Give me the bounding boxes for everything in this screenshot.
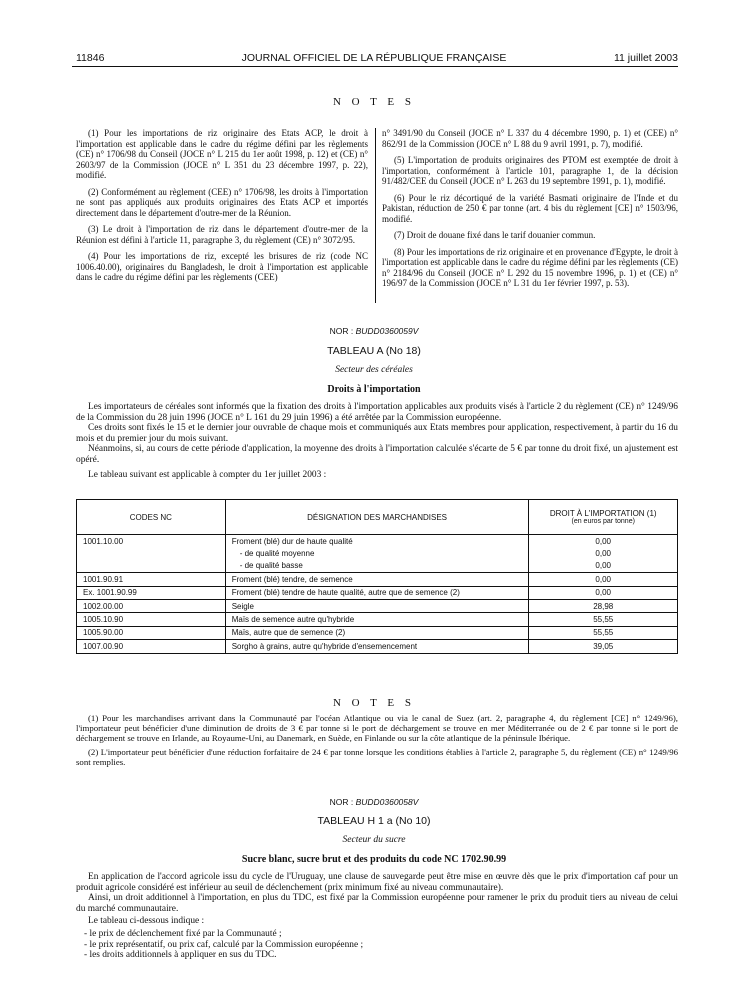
paragraph-2: Ces droits sont fixés le 15 et le dernier jour ouvrable de chaque mois et communiqués aux Etats membres pour application, respectivement, à partir du 16 du mois et du premier jour du mois suivant. — [76, 423, 678, 444]
designation-cell-text: Froment (blé) dur de haute qualité — [231, 536, 353, 546]
droit-cell — [529, 640, 678, 653]
table-row — [77, 599, 678, 612]
droit-cell — [529, 573, 678, 586]
indicator-list — [84, 929, 678, 961]
note-5: (5) L'importation de produits originaires des PTOM est exemptée de droit à l'importation, conformément à l'article 101, paragraphe 1, de la décision 91/482/CEE du Conseil (JOCE n° L 263 du 19 septembre 1991, p. 1), modifié. — [382, 155, 678, 186]
table-header-row — [77, 500, 678, 535]
droit-cell-text: 0,00 — [595, 549, 611, 559]
designation-cell-text: Maïs de semence autre qu'hybride — [231, 615, 355, 625]
code-nc-cell-text: Ex. 1001.90.99 — [83, 588, 137, 598]
table-row — [77, 586, 678, 599]
designation-cell — [225, 573, 529, 586]
designation-cell-text: - de qualité moyenne — [239, 549, 315, 559]
column-divider — [375, 128, 376, 303]
code-nc-cell-text: 1005.90.00 — [83, 628, 124, 638]
notes-middle — [76, 713, 678, 771]
table-row — [77, 560, 678, 573]
note-1: (1) Pour les importations de riz originaire des Etats ACP, le droit à l'importation est applicable dans le cadre du régime défini par les règlements (CE) n° 1706/98 du Conseil (JOCE n° L 215 du 1er août 1998, p. 12) et (CE) n° 2603/97 de la Commission (JOCE n° L 351 du 23 décembre 1997, p. 22), modifié. — [76, 128, 368, 180]
section-heading-sucre: Sucre blanc, sucre brut et des produits du code NC 1702.90.99 — [241, 854, 507, 865]
h-paragraph-3: Le tableau ci-dessous indique : — [88, 916, 205, 927]
section-heading-droits: Droits à l'importation — [327, 384, 421, 395]
header-droit — [529, 500, 678, 535]
journal-title: JOURNAL OFFICIEL DE LA RÉPUBLIQUE FRANÇAISE — [241, 52, 507, 64]
paragraph-4: Le tableau suivant est applicable à compter du 1er juillet 2003 : — [88, 469, 327, 480]
notes-right-column — [382, 128, 678, 295]
code-nc-cell — [77, 547, 226, 559]
code-nc-cell — [77, 599, 226, 612]
note-6: (6) Pour le riz décortiqué de la variété Basmati originaire de l'Inde et du Pakistan, réduction de 250 € par tonne (art. 4 bis du règlement [CE] n° 1503/96, modifié. — [382, 192, 678, 224]
designation-cell-text: Froment (blé) tendre de haute qualité, autre que de semence (2) — [231, 588, 460, 598]
droit-cell-text: 55,55 — [593, 628, 614, 638]
nor-reference-a — [0, 326, 748, 336]
sector-cereales: Secteur des céréales — [335, 365, 413, 375]
designation-cell — [225, 535, 529, 548]
table-row — [77, 613, 678, 626]
note-4: (4) Pour les importations de riz, excepté les brisures de riz (code NC 1006.40.00), originaires du Bangladesh, le droit à l'importation est applicable dans le cadre du régime défini par les règlements (CEE) — [76, 251, 368, 282]
sector-sucre: Secteur du sucre — [342, 835, 406, 845]
designation-cell — [225, 640, 529, 653]
tableau-a-title: TABLEAU A (No 18) — [327, 345, 421, 357]
droit-cell — [529, 560, 678, 573]
note-mid-2: (2) L'importateur peut bénéficier d'une réduction forfaitaire de 24 € par tonne lorsque les conditions établies à l'article 2, paragraphe 5, du règlement (CE) n° 1249/96 sont remplies. — [76, 747, 678, 767]
droit-cell-text: 55,55 — [593, 615, 614, 625]
header-droit-label: DROIT À L'IMPORTATION (1) — [549, 509, 657, 518]
notes-middle-title: N O T E S — [332, 697, 416, 709]
designation-cell — [225, 547, 529, 559]
note-7: (7) Droit de douane fixé dans le tarif douanier commun. — [394, 230, 596, 240]
tableau-h-title: TABLEAU H 1 a (No 10) — [317, 815, 431, 827]
code-nc-cell — [77, 560, 226, 573]
header-codes-nc: CODES NC — [77, 500, 226, 535]
header-droit-unit: (en euros par tonne) — [571, 518, 635, 525]
h-paragraph-2: Ainsi, un droit additionnel à l'importation, en plus du TDC, est fixé par la Commission européenne pour ramener le prix du produit tiers au niveau de celui du marché communautaire. — [76, 893, 678, 914]
droit-cell — [529, 613, 678, 626]
droit-cell-text: 0,00 — [595, 561, 611, 571]
code-nc-cell-text: 1007.00.90 — [83, 641, 124, 651]
nor-code: BUDD0360059V — [355, 326, 419, 336]
code-nc-cell-text: 1005.10.90 — [83, 615, 124, 625]
note-3: (3) Le droit à l'importation de riz dans le département d'outre-mer de la Réunion est défini à l'article 11, paragraphe 3, du règlement (CE) n° 3072/95. — [76, 224, 368, 245]
code-nc-cell — [77, 640, 226, 653]
h-paragraph-1: En application de l'accord agricole issu du cycle de l'Uruguay, une clause de sauvegarde peut être mise en œuvre dès que le prix d'importation caf pour un produit agricole considéré est inférieur au seuil de déclenchement (prix minimum fixé au niveau communautaire). — [76, 872, 678, 893]
designation-cell-text: Sorgho à grains, autre qu'hybride d'ensemencement — [231, 641, 418, 651]
droit-cell — [529, 626, 678, 639]
note-2: (2) Conformément au règlement (CEE) n° 1706/98, les droits à l'importation ne sont pas appliqués aux produits originaires des Etats ACP et importés directement dans le département d'outre-mer de la Réunion. — [76, 186, 368, 218]
table-row — [77, 535, 678, 548]
droit-cell-text: 0,00 — [595, 574, 611, 584]
designation-cell — [225, 560, 529, 573]
note-4-continued: n° 3491/90 du Conseil (JOCE n° L 337 du 4 décembre 1990, p. 1) et (CEE) n° 862/91 de la Commission (JOCE n° L 88 du 9 avril 1991, p. 7), modifié. — [382, 128, 678, 149]
droit-cell-text: 0,00 — [595, 588, 611, 598]
designation-cell-text: Froment (blé) tendre, de semence — [231, 574, 353, 584]
nor-label: NOR : — [329, 326, 354, 336]
notes-title: N O T E S — [332, 96, 416, 108]
table-row — [77, 573, 678, 586]
paragraph-3: Néanmoins, si, au cours de cette période d'application, la moyenne des droits à l'importation calculée s'écarte de 5 € par tonne du droit fixé, un ajustement est opéré. — [76, 444, 678, 465]
designation-cell — [225, 613, 529, 626]
nor-reference-h — [0, 797, 748, 807]
droit-cell-text: 28,98 — [593, 601, 614, 611]
tableau-h-intro — [76, 872, 678, 927]
note-mid-1: (1) Pour les marchandises arrivant dans la Communauté par l'océan Atlantique ou via le canal de Suez (art. 2, paragraphe 4, du règlement [CE] n° 1249/96), l'importateur peut bénéficier d'une diminution de droits de 3 € par tonne si le port de déchargement se trouve en mer Méditerranée ou de 2 € par tonne si le port de déchargement se trouve en Irlande, au Royaume-Uni, au Danemark, en Suède, en Finlande ou sur la côte atlantique de la péninsule Ibérique. — [76, 713, 678, 743]
header-designation: DÉSIGNATION DES MARCHANDISES — [225, 500, 529, 535]
tableau-a-intro — [76, 402, 678, 480]
notes-left-column — [76, 128, 368, 289]
code-nc-cell-text: 1001.90.91 — [83, 574, 124, 584]
list-item: - le prix de déclenchement fixé par la Communauté ; — [84, 929, 282, 939]
header-rule — [72, 66, 678, 67]
designation-cell-text: Seigle — [231, 601, 254, 611]
droit-cell — [529, 586, 678, 599]
table-row — [77, 640, 678, 653]
code-nc-cell — [77, 626, 226, 639]
droit-cell — [529, 599, 678, 612]
page-number: 11846 — [76, 52, 105, 64]
list-item: - le prix représentatif, ou prix caf, calculé par la Commission européenne ; — [84, 939, 364, 950]
nor-code-h: BUDD0360058V — [355, 797, 419, 807]
designation-cell-text: Maïs, autre que de semence (2) — [231, 628, 346, 638]
droit-cell-text: 0,00 — [595, 536, 611, 546]
code-nc-cell — [77, 573, 226, 586]
code-nc-cell-text: 1002.00.00 — [83, 601, 124, 611]
code-nc-cell — [77, 586, 226, 599]
table-row — [77, 626, 678, 639]
droit-cell — [529, 547, 678, 559]
list-item: - les droits additionnels à appliquer en sus du TDC. — [84, 950, 277, 961]
designation-cell — [225, 626, 529, 639]
page-date: 11 juillet 2003 — [613, 52, 678, 64]
nor-label-h: NOR : — [329, 797, 354, 807]
droit-cell — [529, 535, 678, 548]
table-row — [77, 547, 678, 559]
code-nc-cell-text: 1001.10.00 — [83, 536, 124, 546]
designation-cell — [225, 599, 529, 612]
droit-cell-text: 39,05 — [593, 641, 614, 651]
note-8: (8) Pour les importations de riz originaire et en provenance d'Egypte, le droit à l'importation est applicable dans le cadre du régime défini par les règlements (CE) n° 2184/96 du Conseil (JOCE n° L 292 du 15 novembre 1996, p. 1) et (CE) n° 196/97 de la Commission (JOCE n° L 31 du 1er février 1997, p. 53). — [382, 246, 679, 288]
designation-cell — [225, 586, 529, 599]
designation-cell-text: - de qualité basse — [239, 561, 303, 571]
code-nc-cell — [77, 613, 226, 626]
import-duties-table — [76, 499, 678, 654]
code-nc-cell — [77, 535, 226, 548]
paragraph-1: Les importateurs de céréales sont informés que la fixation des droits à l'importation applicables aux produits visés à l'article 2 du règlement (CE) n° 1249/96 de la Commission du 28 juin 1996 (JOCE n° L 161 du 29 juin 1996) a été arrêtée par la Commission européenne. — [76, 402, 678, 423]
